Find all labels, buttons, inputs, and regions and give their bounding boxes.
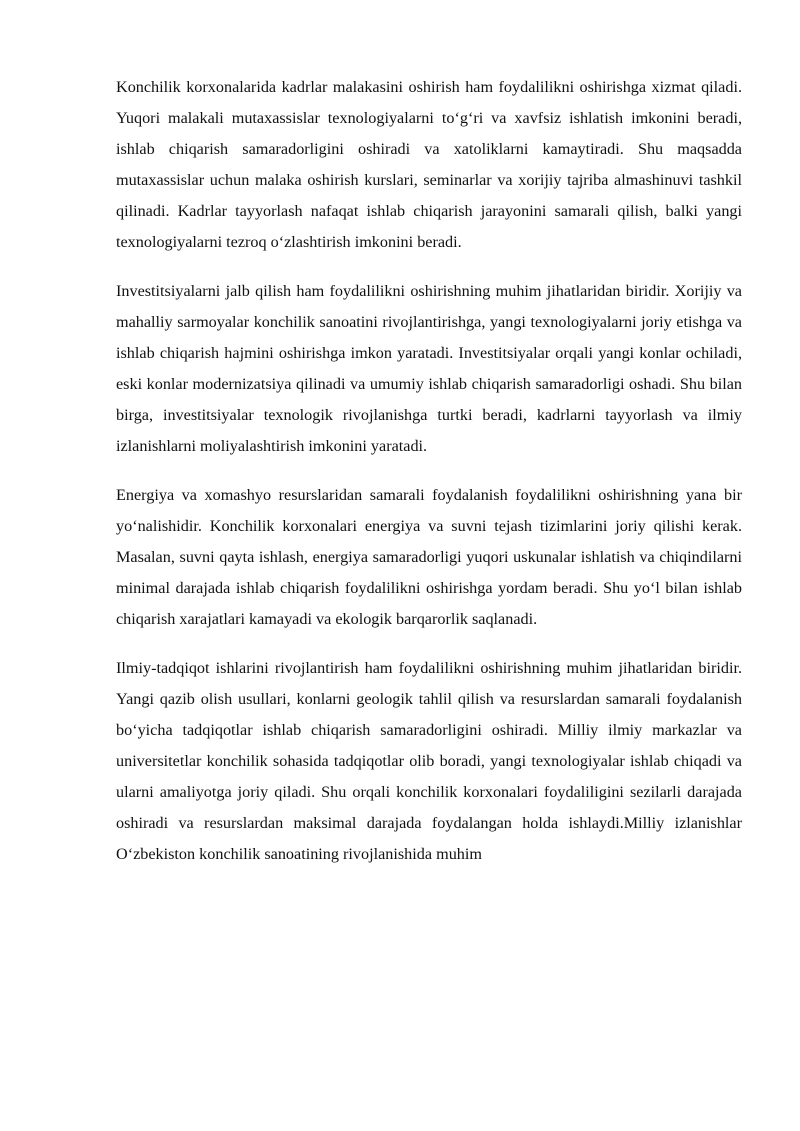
document-page [116, 72, 742, 888]
paragraph-staff-training: Konchilik korxonalarida kadrlar malakasini oshirish ham foydalilikni oshirishga xizmat qiladi. Yuqori malakali mutaxassislar texnologiyalarni to‘g‘ri va xavfsiz ishlatish imkonini beradi, ishlab chiqarish samaradorligini oshiradi va xatoliklarni kamaytiradi. Shu maqsadda mutaxassislar uchun malaka oshirish kurslari, seminarlar va xorijiy tajriba almashinuvi tashkil qilinadi. Kadrlar tayyorlash nafaqat ishlab chiqarish jarayonini samarali qilish, balki yangi texnologiyalarni tezroq o‘zlashtirish imkonini beradi. [116, 78, 742, 251]
paragraph-scientific-research: Ilmiy-tadqiqot ishlarini rivojlantirish ham foydalilikni oshirishning muhim jihatlaridan biridir. Yangi qazib olish usullari, konlarni geologik tahlil qilish va resurslardan samarali foydalanish bo‘yicha tadqiqotlar ishlab chiqarish samaradorligini oshiradi. Milliy ilmiy markazlar va universitetlar konchilik sohasida tadqiqotlar olib boradi, yangi texnologiyalar ishlab chiqadi va ularni amaliyotga joriy qiladi. Shu orqali konchilik korxonalari foydaliligini sezilarli darajada oshiradi va resurslardan maksimal darajada foydalangan holda ishlaydi.Milliy izlanishlar O‘zbekiston konchilik sanoatining rivojlanishida muhim [116, 659, 742, 863]
paragraph-energy-resources: Energiya va xomashyo resurslaridan samarali foydalanish foydalilikni oshirishning yana bir yo‘nalishidir. Konchilik korxonalari energiya va suvni tejash tizimlarini joriy qilishi kerak. Masalan, suvni qayta ishlash, energiya samaradorligi yuqori uskunalar ishlatish va chiqindilarni minimal darajada ishlab chiqarish foydalilikni oshirishga yordam beradi. Shu yo‘l bilan ishlab chiqarish xarajatlari kamayadi va ekologik barqarorlik saqlanadi. [116, 486, 742, 628]
paragraph-investments: Investitsiyalarni jalb qilish ham foydalilikni oshirishning muhim jihatlaridan biridir. Xorijiy va mahalliy sarmoyalar konchilik sanoatini rivojlantirishga, yangi texnologiyalarni joriy etishga va ishlab chiqarish hajmini oshirishga imkon yaratadi. Investitsiyalar orqali yangi konlar ochiladi, eski konlar modernizatsiya qilinadi va umumiy ishlab chiqarish samaradorligi oshadi. Shu bilan birga, investitsiyalar texnologik rivojlanishga turtki beradi, kadrlarni tayyorlash va ilmiy izlanishlarni moliyalashtirish imkonini yaratadi. [116, 282, 742, 455]
